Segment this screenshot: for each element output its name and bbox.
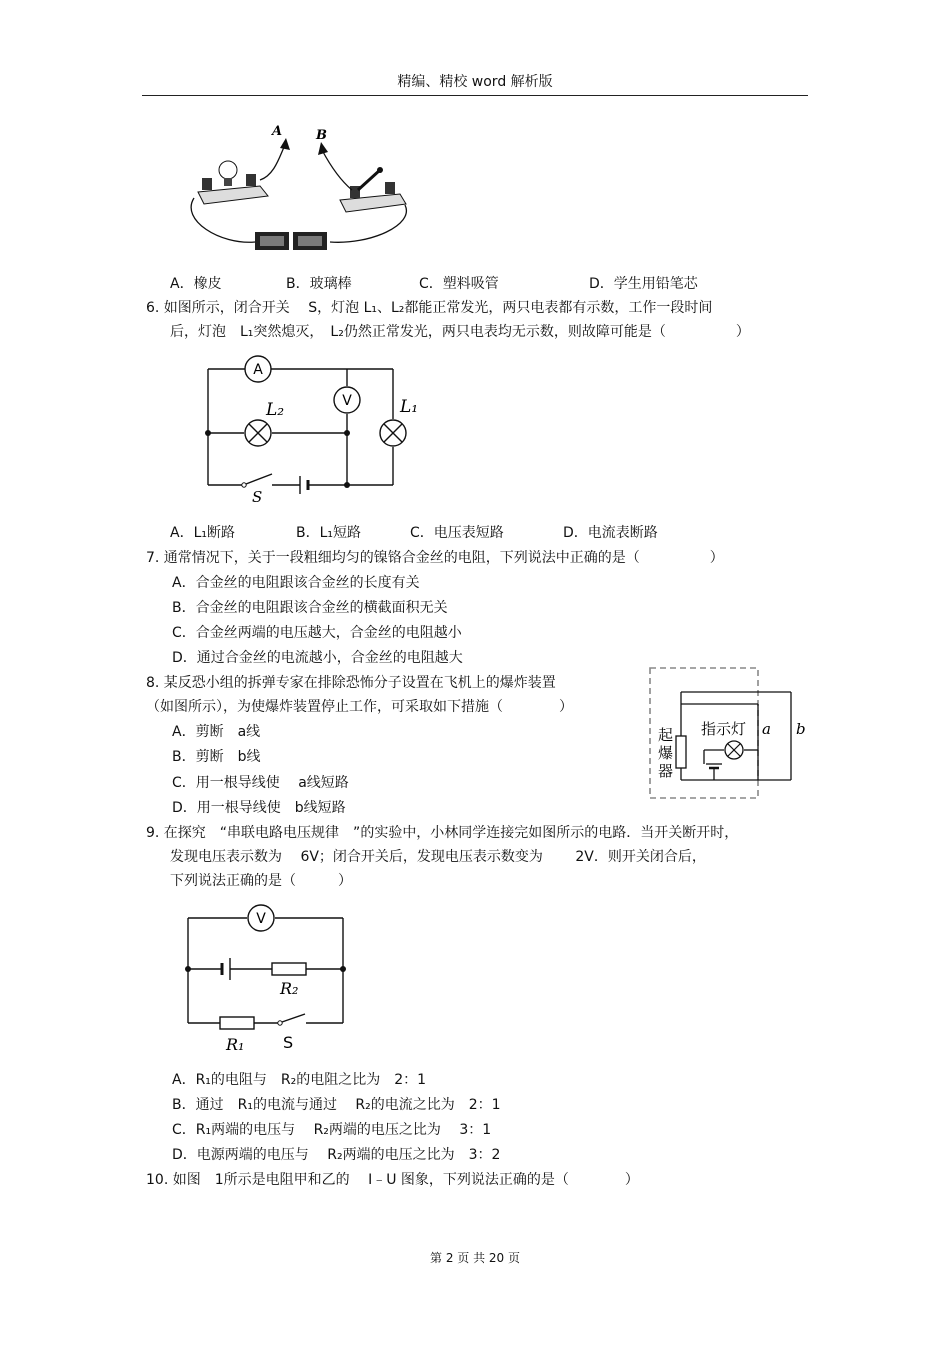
- indicator-lamp-label: 指示灯: [701, 720, 747, 738]
- q10-stem: 10. 如图 1所示是电阻甲和乙的 I﹣U 图象，下列说法正确的是（ ）: [146, 1172, 639, 1188]
- q6-circuit: [200, 352, 420, 507]
- q7-option-d: D．通过合金丝的电流越小，合金丝的电阻越大: [172, 650, 463, 666]
- q9-option-b: B．通过 R₁的电流与通过 R₂的电流之比为 2：1: [172, 1097, 501, 1113]
- voltmeter-label: V: [256, 911, 266, 927]
- voltmeter-label: V: [342, 393, 352, 409]
- r2-label: R₂: [280, 979, 299, 998]
- q8-bomb-circuit: [646, 664, 816, 804]
- switch-label: S: [283, 1033, 294, 1052]
- ammeter-label: A: [253, 362, 263, 378]
- wire-a-label: A: [272, 124, 283, 139]
- page-footer: 第 2 页 共 20 页: [430, 1251, 520, 1265]
- q9-option-d: D．电源两端的电压与 R₂两端的电压之比为 3：2: [172, 1147, 501, 1163]
- q8-stem-line2: （如图所示），为使爆炸装置停止工作，可采取如下措施（ ）: [146, 699, 573, 715]
- q6-stem-line2: 后，灯泡 L₁突然熄灭， L₂仍然正常发光，两只电表均无示数，则故障可能是（ ）: [170, 324, 750, 340]
- q8-option-c: C．用一根导线使 a线短路: [172, 775, 349, 791]
- l1-label: L₁: [400, 397, 419, 417]
- q8-stem-line1: 8. 某反恐小组的拆弹专家在排除恐怖分子设置在飞机上的爆炸装置: [146, 675, 556, 691]
- q8-option-a: A．剪断 a线: [172, 724, 261, 740]
- wire-b-label: b: [796, 720, 806, 738]
- q7-option-a: A．合金丝的电阻跟该合金丝的长度有关: [172, 575, 420, 591]
- q6-option-d: D．电流表断路: [563, 525, 658, 541]
- q5-figure: [180, 120, 420, 260]
- q8-option-d: D．用一根导线使 b线短路: [172, 800, 346, 816]
- q6-option-a: A．L₁断路: [170, 525, 235, 541]
- detonator-char-2: 爆: [658, 744, 674, 762]
- q7-stem: 7. 通常情况下，关于一段粗细均匀的镍铬合金丝的电阻，下列说法中正确的是（ ）: [146, 550, 724, 566]
- q5-option-c: C．塑料吸管: [419, 276, 499, 292]
- q9-stem-line2: 发现电压表示数为 6V；闭合开关后，发现电压表示数变为 2V．则开关闭合后，: [170, 849, 706, 865]
- l2-label: L₂: [266, 400, 285, 420]
- header-rule: [142, 95, 808, 96]
- q9-stem-line1: 9. 在探究 “串联电路电压规律 ”的实验中，小林同学连接完如图所示的电路．当开关断开时，: [146, 825, 739, 841]
- q6-stem-line1: 6. 如图所示，闭合开关 S，灯泡 L₁、L₂都能正常发光，两只电表都有示数，工作一段时间: [146, 300, 713, 316]
- q9-circuit: [180, 900, 360, 1055]
- q9-stem-line3: 下列说法正确的是（ ）: [170, 873, 352, 889]
- switch-label: S: [252, 488, 263, 506]
- page-header: 精编、精校 word 解析版: [397, 74, 553, 90]
- q5-option-d: D．学生用铅笔芯: [589, 276, 698, 292]
- q8-option-b: B．剪断 b线: [172, 749, 261, 765]
- q5-option-b: B．玻璃棒: [286, 276, 352, 292]
- q5-option-a: A．橡皮: [170, 276, 222, 292]
- detonator-char-1: 起: [658, 726, 674, 744]
- q7-option-b: B．合金丝的电阻跟该合金丝的横截面积无关: [172, 600, 448, 616]
- q9-option-a: A．R₁的电阻与 R₂的电阻之比为 2：1: [172, 1072, 427, 1088]
- wire-b-label: B: [316, 128, 327, 143]
- q7-option-c: C．合金丝两端的电压越大，合金丝的电阻越小: [172, 625, 462, 641]
- q6-option-c: C．电压表短路: [410, 525, 504, 541]
- detonator-char-3: 器: [658, 762, 674, 780]
- q9-option-c: C．R₁两端的电压与 R₂两端的电压之比为 3：1: [172, 1122, 492, 1138]
- r1-label: R₁: [226, 1035, 245, 1054]
- q6-option-b: B．L₁短路: [296, 525, 362, 541]
- wire-a-label: a: [762, 720, 771, 738]
